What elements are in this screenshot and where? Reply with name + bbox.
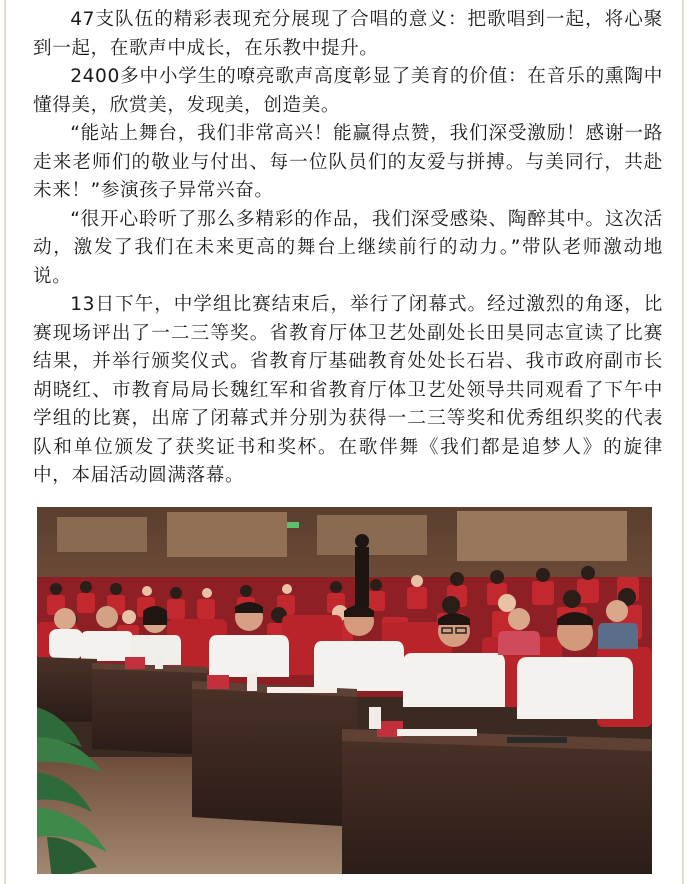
article-paragraph: 13日下午，中学组比赛结束后，举行了闭幕式。经过激烈的角逐，比赛现场评出了一二三等奖。省教育厅体卫艺处副处长田昊同志宣读了比赛结果，并举行颁奖仪式。省教育厅基础教育处处长石岩、我市政府副市长胡晓红、市教育局局长魏红军和省教育厅体卫艺处领导共同观看了下午中学组的比赛，出席了闭幕式并分别为获得一二三等奖和优秀组织奖的代表队和单位颁发了获奖证书和奖杯。在歌伴舞《我们都是追梦人》的旋律中，本届活动圆满落幕。: [33, 294, 663, 486]
article-paragraph: 47支队伍的精彩表现充分展现了合唱的意义：把歌唱到一起，将心聚到一起，在歌声中成长，在乐教中提升。: [33, 9, 663, 59]
article-paragraph: “很开心聆听了那么多精彩的作品，我们深受感染、陶醉其中。这次活动，激发了我们在未来更高的舞台上继续前行的动力。”带队老师激动地说。: [33, 208, 663, 287]
exit-sign: [287, 522, 299, 528]
wall-panel: [317, 515, 427, 555]
wall-panel: [57, 517, 147, 552]
article-paragraph: 2400多中小学生的嘹亮歌声高度彰显了美育的价值：在音乐的熏陶中懂得美，欣赏美，发现美，创造美。: [33, 66, 663, 116]
wall-panel: [457, 511, 627, 561]
page-border-right: [682, 0, 684, 884]
article-body: [33, 6, 663, 491]
event-photo-illustration: [37, 507, 652, 879]
event-photo: [37, 507, 652, 879]
article-paragraph: “能站上舞台，我们非常高兴！能赢得点赞，我们深受激励！感谢一路走来老师们的敬业与付出、每一位队员们的友爱与拼搏。与美同行，共赴未来！”参演孩子异常兴奋。: [33, 123, 663, 201]
photo-bottom-edge: [37, 874, 652, 879]
page-border-left: [4, 0, 6, 884]
wall-panel: [167, 512, 287, 557]
